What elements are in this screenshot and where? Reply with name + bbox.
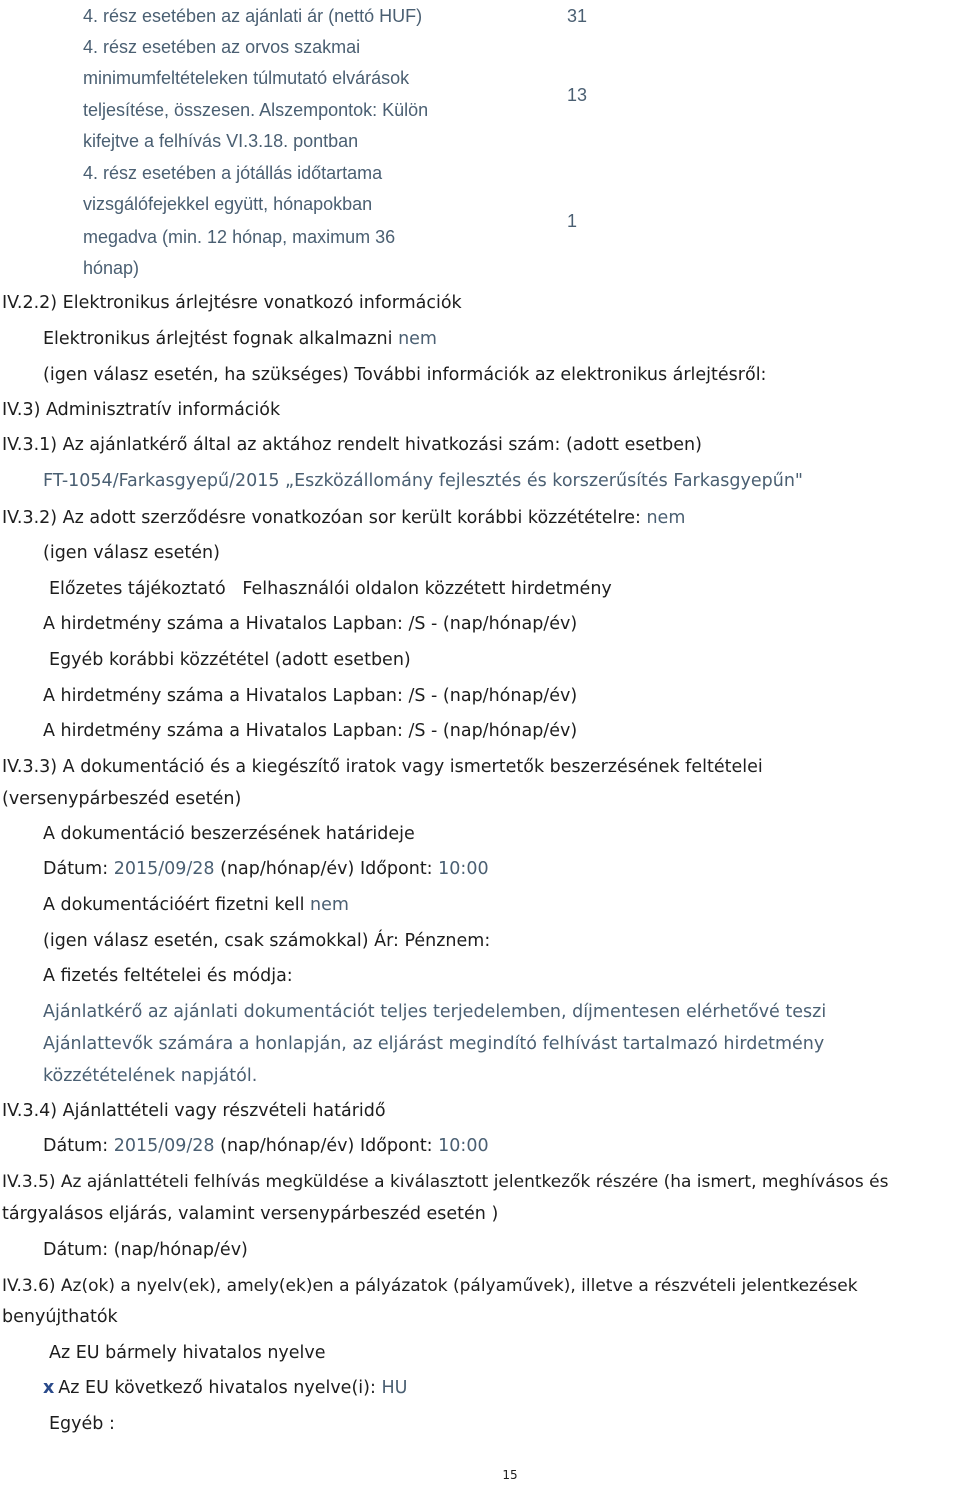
payment-terms-label: A fizetés feltételei és módja: — [43, 966, 293, 986]
criterion-text: megadva (min. 12 hónap, maximum 36 — [83, 227, 396, 247]
docs-time: 10:00 — [438, 859, 489, 879]
docs-date: 2015/09/28 — [113, 859, 215, 879]
subsection-heading-cont: tárgyalásos eljárás, valamint versenypárbeszéd esetén ) — [2, 1204, 499, 1224]
reference-number: FT-1054/Farkasgyepű/2015 „Eszközállomány fejlesztés és korszerűsítés Farkasgyepűn" — [43, 471, 803, 491]
subsection-heading: IV.3.1) Az ajánlatkérő által az aktához rendelt hivatkozási szám: (adott esetben) — [2, 435, 702, 455]
subsection-heading-cont: benyújthatók — [2, 1307, 118, 1327]
oj-number-line: A hirdetmény száma a Hivatalos Lapban: /S - (nap/hónap/év) — [43, 721, 578, 741]
other-publication-option: Egyéb korábbi közzététel (adott esetben) — [49, 650, 411, 670]
subsection-heading: IV.3.4) Ajánlattételi vagy részvételi határidő — [2, 1101, 386, 1121]
oj-number-line: A hirdetmény száma a Hivatalos Lapban: /S - (nap/hónap/év) — [43, 614, 578, 634]
language-specific-option: x Az EU következő hivatalos nyelve(i): HU — [43, 1378, 408, 1398]
language-any-option: Az EU bármely hivatalos nyelve — [49, 1343, 326, 1363]
section-heading: IV.3) Adminisztratív információk — [2, 400, 281, 420]
criterion-score: 1 — [567, 211, 578, 231]
criterion-text: kifejtve a felhívás VI.3.18. pontban — [83, 131, 359, 151]
subsection-heading: IV.3.6) Az(ok) a nyelv(ek), amely(ek)en a pályázatok (pályaművek), illetve a részvételi jelentkezések — [2, 1276, 858, 1296]
docs-deadline-label: A dokumentáció beszerzésének határideje — [43, 824, 415, 844]
invite-date-line: Dátum: (nap/hónap/év) — [43, 1240, 248, 1260]
payment-terms-text: Ajánlatkérő az ajánlati dokumentációt teljes terjedelemben, díjmentesen elérhetővé teszi — [43, 1002, 827, 1022]
criterion-text: 4. rész esetében a jótállás időtartama — [83, 163, 383, 183]
criterion-text: minimumfeltételeken túlmutató elvárások — [83, 68, 410, 88]
oj-number-line: A hirdetmény száma a Hivatalos Lapban: /S - (nap/hónap/év) — [43, 686, 578, 706]
note-line: (igen válasz esetén) — [43, 543, 220, 563]
criterion-score: 13 — [567, 85, 588, 105]
price-note: (igen válasz esetén, csak számokkal) Ár: Pénznem: — [43, 931, 491, 951]
deadline-date-line: Dátum: 2015/09/28 (nap/hónap/év) Időpont: 10:00 — [43, 1136, 489, 1156]
language-other-option: Egyéb : — [49, 1414, 115, 1434]
subsection-heading-cont: (versenypárbeszéd esetén) — [2, 789, 242, 809]
criterion-text: vizsgálófejekkel együtt, hónapokban — [83, 194, 373, 214]
section-heading: IV.2.2) Elektronikus árlejtésre vonatkozó információk — [2, 293, 462, 313]
eauction-line: Elektronikus árlejtést fognak alkalmazni nem — [43, 329, 437, 349]
criterion-score: 31 — [567, 6, 588, 26]
page-number: 15 — [502, 1468, 518, 1482]
criterion-text: 4. rész esetében az ajánlati ár (nettó HUF) — [83, 6, 423, 26]
subsection-heading: IV.3.3) A dokumentáció és a kiegészítő iratok vagy ismertetők beszerzésének feltételei — [2, 757, 763, 777]
prior-info-option: Előzetes tájékoztató Felhasználói oldalon közzétett hirdetmény — [49, 579, 612, 599]
eauction-note: (igen válasz esetén, ha szükséges) További információk az elektronikus árlejtésről: — [43, 365, 767, 385]
payment-terms-text: Ajánlattevők számára a honlapján, az eljárást megindító felhívást tartalmazó hirdetmény — [43, 1034, 825, 1054]
deadline-time: 10:00 — [438, 1136, 489, 1156]
prev-publication-value: nem — [646, 508, 686, 528]
subsection-heading: IV.3.2) Az adott szerződésre vonatkozóan sor került korábbi közzétételre: nem — [2, 508, 686, 528]
docs-payment-line: A dokumentációért fizetni kell nem — [43, 895, 349, 915]
docs-payment-value: nem — [310, 895, 349, 915]
checked-mark: x — [43, 1378, 55, 1398]
criterion-text: 4. rész esetében az orvos szakmai — [83, 37, 361, 57]
criterion-text: teljesítése, összesen. Alszempontok: Külön — [83, 100, 429, 120]
deadline-date: 2015/09/28 — [113, 1136, 215, 1156]
docs-date-line: Dátum: 2015/09/28 (nap/hónap/év) Időpont: 10:00 — [43, 859, 489, 879]
payment-terms-text: közzétételének napjától. — [43, 1066, 258, 1086]
criterion-text: hónap) — [83, 258, 140, 278]
eauction-value: nem — [398, 329, 437, 349]
language-value: HU — [381, 1378, 408, 1398]
subsection-heading: IV.3.5) Az ajánlattételi felhívás megküldése a kiválasztott jelentkezők részére (ha ismert, meghívásos és — [2, 1172, 889, 1192]
